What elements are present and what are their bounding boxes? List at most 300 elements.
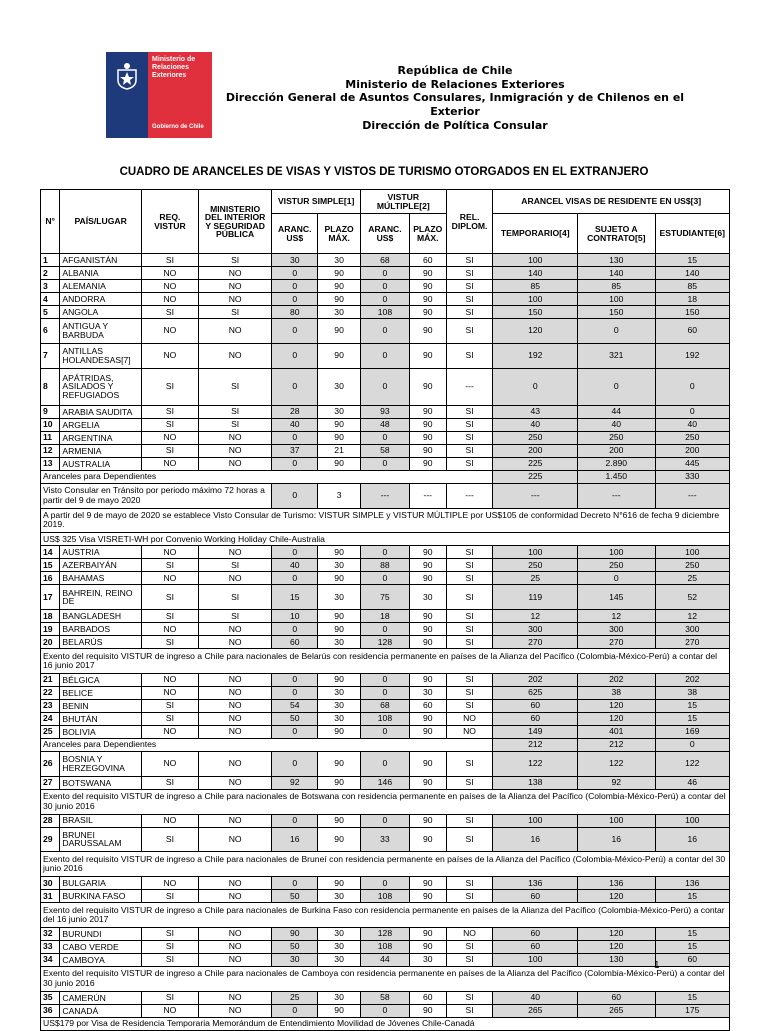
ministerio-value: NO xyxy=(198,1004,271,1017)
ministerio-value: NO xyxy=(198,991,271,1004)
sujeto-contrato-value: 202 xyxy=(578,673,655,686)
simple-term-value: 30 xyxy=(318,699,361,712)
table-header xyxy=(41,190,730,254)
ministerio-value: SI xyxy=(198,559,271,572)
ministerio-value: NO xyxy=(198,940,271,953)
simple-fee-value: 0 xyxy=(272,457,318,470)
simple-fee-value: 50 xyxy=(272,940,318,953)
simple-term-value: 90 xyxy=(318,572,361,585)
rel-diplom-value: SI xyxy=(446,686,493,699)
req-vistur-value: SI xyxy=(141,953,198,966)
req-vistur-value: NO xyxy=(141,280,198,293)
note-text: US$ 325 Visa VISRETI-WH por Convenio Working Holiday Chile-Australia xyxy=(41,533,730,546)
multiple-term-value: 60 xyxy=(409,254,446,267)
simple-term-value: 90 xyxy=(318,418,361,431)
country-name: ANTILLAS HOLANDESAS[7] xyxy=(60,343,142,368)
ministerio-value: NO xyxy=(198,343,271,368)
country-name: BOSNIA Y HERZEGOVINA xyxy=(60,751,142,776)
ministerio-value: NO xyxy=(198,431,271,444)
multiple-fee-value: 108 xyxy=(360,940,409,953)
multiple-term-value: 90 xyxy=(409,267,446,280)
multiple-term-value: 90 xyxy=(409,431,446,444)
req-vistur-value: NO xyxy=(141,814,198,827)
req-vistur-value: SI xyxy=(141,636,198,649)
multiple-fee-value: 0 xyxy=(360,431,409,444)
req-vistur-value: NO xyxy=(141,319,198,344)
temporario-value: 270 xyxy=(493,636,578,649)
temporario-value: 140 xyxy=(493,267,578,280)
table-row xyxy=(41,319,730,344)
country-name: APÁTRIDAS, ASILADOS Y REFUGIADOS xyxy=(60,368,142,405)
req-vistur-value: SI xyxy=(141,991,198,1004)
row-number: 31 xyxy=(41,890,60,903)
logo-ministry-line: Exteriores xyxy=(152,72,187,79)
sujeto-contrato-value: 1.450 xyxy=(578,470,655,483)
temporario-value: 60 xyxy=(493,712,578,725)
simple-fee-value: 0 xyxy=(272,368,318,405)
estudiante-value: 15 xyxy=(655,712,729,725)
estudiante-value: 15 xyxy=(655,890,729,903)
rel-diplom-value: SI xyxy=(446,673,493,686)
country-name: CAMERÚN xyxy=(60,991,142,1004)
estudiante-value: 136 xyxy=(655,877,729,890)
simple-term-value: 30 xyxy=(318,585,361,610)
estudiante-value: 122 xyxy=(655,751,729,776)
simple-term-value: 90 xyxy=(318,431,361,444)
multiple-fee-value: 108 xyxy=(360,712,409,725)
temporario-value: 16 xyxy=(493,827,578,852)
note-row xyxy=(41,852,730,877)
table-row xyxy=(41,585,730,610)
table-row xyxy=(41,927,730,940)
temporario-value: 40 xyxy=(493,991,578,1004)
row-number: 20 xyxy=(41,636,60,649)
rel-diplom-value: SI xyxy=(446,280,493,293)
estudiante-value: 15 xyxy=(655,927,729,940)
req-vistur-value: SI xyxy=(141,254,198,267)
multiple-term-value: 90 xyxy=(409,405,446,418)
sujeto-contrato-value: 12 xyxy=(578,610,655,623)
simple-fee-value: 0 xyxy=(272,1004,318,1017)
sujeto-contrato-value: 212 xyxy=(578,738,655,751)
country-name: AUSTRIA xyxy=(60,546,142,559)
multiple-term-value: 90 xyxy=(409,306,446,319)
simple-term-value: 30 xyxy=(318,686,361,699)
table-row xyxy=(41,431,730,444)
sujeto-contrato-value: 120 xyxy=(578,927,655,940)
simple-term-value: 90 xyxy=(318,267,361,280)
req-vistur-value: SI xyxy=(141,585,198,610)
simple-term-value: 21 xyxy=(318,444,361,457)
sujeto-contrato-value: 120 xyxy=(578,699,655,712)
estudiante-value: 100 xyxy=(655,546,729,559)
simple-fee-value: 50 xyxy=(272,712,318,725)
row-number: 14 xyxy=(41,546,60,559)
table-row xyxy=(41,827,730,852)
country-name: AZERBAIYÁN xyxy=(60,559,142,572)
multiple-fee-value: 0 xyxy=(360,368,409,405)
simple-fee-value: 0 xyxy=(272,343,318,368)
country-name: BANGLADESH xyxy=(60,610,142,623)
table-row xyxy=(41,610,730,623)
simple-fee-value: 0 xyxy=(272,814,318,827)
table-row xyxy=(41,343,730,368)
multiple-fee-value: --- xyxy=(360,483,409,508)
transit-row xyxy=(41,483,730,508)
multiple-fee-value: 58 xyxy=(360,444,409,457)
country-name: BOLIVIA xyxy=(60,725,142,738)
note-text: Exento del requisito VISTUR de ingreso a Chile para nacionales de Bruneí con residencia permanente en países de la Alianza del Pacífico (Colombia-México-Perú) a contar del 30 junio 2016 xyxy=(41,852,730,877)
row-number: 30 xyxy=(41,877,60,890)
multiple-term-value: 90 xyxy=(409,940,446,953)
row-number: 22 xyxy=(41,686,60,699)
document-header xyxy=(215,64,695,133)
sujeto-contrato-value: 130 xyxy=(578,953,655,966)
multiple-fee-value: 128 xyxy=(360,636,409,649)
simple-term-value: 30 xyxy=(318,636,361,649)
estudiante-value: --- xyxy=(655,483,729,508)
simple-fee-value: 30 xyxy=(272,953,318,966)
multiple-term-value: 60 xyxy=(409,991,446,1004)
estudiante-value: 46 xyxy=(655,776,729,789)
simple-fee-value: 30 xyxy=(272,254,318,267)
multiple-term-value: 90 xyxy=(409,444,446,457)
header-sujeto-contrato: SUJETO A CONTRATO[5] xyxy=(578,214,655,254)
row-number: 12 xyxy=(41,444,60,457)
country-name: CABO VERDE xyxy=(60,940,142,953)
estudiante-value: 15 xyxy=(655,254,729,267)
simple-fee-value: 0 xyxy=(272,267,318,280)
rel-diplom-value: SI xyxy=(446,877,493,890)
estudiante-value: 169 xyxy=(655,725,729,738)
estudiante-value: 445 xyxy=(655,457,729,470)
temporario-value: --- xyxy=(493,483,578,508)
country-name: CAMBOYA xyxy=(60,953,142,966)
table-row xyxy=(41,877,730,890)
header-line: Dirección de Política Consular xyxy=(362,118,548,132)
rel-diplom-value: SI xyxy=(446,699,493,712)
rel-diplom-value: SI xyxy=(446,343,493,368)
ministerio-value: NO xyxy=(198,725,271,738)
rel-diplom-value: SI xyxy=(446,267,493,280)
header-pais: PAÍS/LUGAR xyxy=(60,190,142,254)
simple-term-value: 30 xyxy=(318,405,361,418)
req-vistur-value: SI xyxy=(141,927,198,940)
row-number: 13 xyxy=(41,457,60,470)
page-number: 1 xyxy=(654,960,660,971)
note-text: Exento del requisito VISTUR de ingreso a Chile para nacionales de Belarús con residencia permanente en países de la Alianza del Pacífico (Colombia-México-Perú) a contar del 16 junio 2017 xyxy=(41,649,730,674)
row-number: 1 xyxy=(41,254,60,267)
simple-fee-value: 28 xyxy=(272,405,318,418)
multiple-fee-value: 88 xyxy=(360,559,409,572)
rel-diplom-value: SI xyxy=(446,546,493,559)
multiple-fee-value: 0 xyxy=(360,267,409,280)
table-row xyxy=(41,699,730,712)
multiple-term-value: 60 xyxy=(409,699,446,712)
simple-term-value: 90 xyxy=(318,457,361,470)
req-vistur-value: SI xyxy=(141,890,198,903)
temporario-value: 225 xyxy=(493,470,578,483)
row-number: 23 xyxy=(41,699,60,712)
sujeto-contrato-value: 85 xyxy=(578,280,655,293)
row-number: 10 xyxy=(41,418,60,431)
row-number: 2 xyxy=(41,267,60,280)
ministerio-value: NO xyxy=(198,623,271,636)
table-row xyxy=(41,444,730,457)
estudiante-value: 200 xyxy=(655,444,729,457)
country-name: BARBADOS xyxy=(60,623,142,636)
row-number: 17 xyxy=(41,585,60,610)
transit-label: Visto Consular en Tránsito por periodo máximo 72 horas a partir del 9 de mayo 2020 xyxy=(41,483,272,508)
row-number: 33 xyxy=(41,940,60,953)
temporario-value: 60 xyxy=(493,890,578,903)
simple-fee-value: 92 xyxy=(272,776,318,789)
simple-fee-value: 25 xyxy=(272,991,318,1004)
simple-term-value: 90 xyxy=(318,293,361,306)
sujeto-contrato-value: --- xyxy=(578,483,655,508)
multiple-fee-value: 33 xyxy=(360,827,409,852)
ministerio-value: NO xyxy=(198,927,271,940)
note-text: Exento del requisito VISTUR de ingreso a Chile para nacionales de Camboya con residencia permanente en países de la Alianza del Pacífico (Colombia-México-Perú) a contar del 30 junio 2016 xyxy=(41,966,730,991)
estudiante-value: 15 xyxy=(655,940,729,953)
simple-term-value: 90 xyxy=(318,673,361,686)
req-vistur-value: SI xyxy=(141,712,198,725)
ministerio-value: NO xyxy=(198,636,271,649)
simple-fee-value: 0 xyxy=(272,725,318,738)
ministerio-value: NO xyxy=(198,267,271,280)
sujeto-contrato-value: 270 xyxy=(578,636,655,649)
temporario-value: 85 xyxy=(493,280,578,293)
country-name: ARMENIA xyxy=(60,444,142,457)
header-aranc-simple: ARANC. US$ xyxy=(272,214,318,254)
sujeto-contrato-value: 250 xyxy=(578,559,655,572)
estudiante-value: 15 xyxy=(655,699,729,712)
req-vistur-value: SI xyxy=(141,827,198,852)
multiple-fee-value: 0 xyxy=(360,572,409,585)
simple-term-value: 90 xyxy=(318,610,361,623)
country-name: BAHAMAS xyxy=(60,572,142,585)
rel-diplom-value: SI xyxy=(446,559,493,572)
temporario-value: 60 xyxy=(493,699,578,712)
rel-diplom-value: --- xyxy=(446,483,493,508)
ministerio-value: NO xyxy=(198,280,271,293)
estudiante-value: 16 xyxy=(655,827,729,852)
row-number: 7 xyxy=(41,343,60,368)
sujeto-contrato-value: 40 xyxy=(578,418,655,431)
simple-fee-value: 0 xyxy=(272,751,318,776)
sujeto-contrato-value: 145 xyxy=(578,585,655,610)
temporario-value: 100 xyxy=(493,814,578,827)
sujeto-contrato-value: 60 xyxy=(578,991,655,1004)
note-text: Exento del requisito VISTUR de ingreso a Chile para nacionales de Botswana con residencia permanente en países de la Alianza del Pacífico (Colombia-México-Perú) a contar del 30 junio 2016 xyxy=(41,789,730,814)
row-number: 28 xyxy=(41,814,60,827)
temporario-value: 122 xyxy=(493,751,578,776)
multiple-term-value: 90 xyxy=(409,319,446,344)
multiple-term-value: 90 xyxy=(409,827,446,852)
ministerio-value: SI xyxy=(198,610,271,623)
table-row xyxy=(41,267,730,280)
simple-term-value: 30 xyxy=(318,254,361,267)
ministerio-value: NO xyxy=(198,776,271,789)
simple-term-value: 30 xyxy=(318,890,361,903)
table-row xyxy=(41,405,730,418)
header-line: Dirección General de Asuntos Consulares, Inmigración y de Chilenos en el Exterior xyxy=(225,91,685,119)
table-row xyxy=(41,814,730,827)
row-number: 32 xyxy=(41,927,60,940)
multiple-term-value: 90 xyxy=(409,559,446,572)
country-name: BELARÚS xyxy=(60,636,142,649)
header-line: República de Chile xyxy=(397,64,513,77)
temporario-value: 60 xyxy=(493,927,578,940)
temporario-value: 250 xyxy=(493,559,578,572)
multiple-fee-value: 0 xyxy=(360,751,409,776)
table-row xyxy=(41,280,730,293)
temporario-value: 192 xyxy=(493,343,578,368)
simple-term-value: 90 xyxy=(318,319,361,344)
country-name: BÉLGICA xyxy=(60,673,142,686)
row-number: 15 xyxy=(41,559,60,572)
row-number: 35 xyxy=(41,991,60,1004)
note-row xyxy=(41,508,730,533)
estudiante-value: 300 xyxy=(655,623,729,636)
multiple-term-value: 90 xyxy=(409,712,446,725)
country-name: ALBANIA xyxy=(60,267,142,280)
req-vistur-value: SI xyxy=(141,306,198,319)
ministerio-value: SI xyxy=(198,254,271,267)
temporario-value: 250 xyxy=(493,431,578,444)
multiple-term-value: 90 xyxy=(409,610,446,623)
note-row xyxy=(41,966,730,991)
simple-term-value: 90 xyxy=(318,280,361,293)
estudiante-value: 52 xyxy=(655,585,729,610)
ministerio-value: NO xyxy=(198,890,271,903)
table-row xyxy=(41,559,730,572)
temporario-value: 119 xyxy=(493,585,578,610)
header-temporario: TEMPORARIO[4] xyxy=(493,214,578,254)
ministerio-value: NO xyxy=(198,953,271,966)
simple-fee-value: 16 xyxy=(272,827,318,852)
req-vistur-value: NO xyxy=(141,673,198,686)
table-row xyxy=(41,725,730,738)
sujeto-contrato-value: 140 xyxy=(578,267,655,280)
simple-fee-value: 0 xyxy=(272,572,318,585)
req-vistur-value: NO xyxy=(141,431,198,444)
multiple-term-value: 90 xyxy=(409,280,446,293)
row-number: 3 xyxy=(41,280,60,293)
req-vistur-value: SI xyxy=(141,368,198,405)
table-row xyxy=(41,636,730,649)
ministerio-value: NO xyxy=(198,827,271,852)
multiple-fee-value: 58 xyxy=(360,991,409,1004)
row-number: 27 xyxy=(41,776,60,789)
table-row xyxy=(41,572,730,585)
fees-table xyxy=(40,189,730,1031)
simple-fee-value: 0 xyxy=(272,483,318,508)
multiple-fee-value: 0 xyxy=(360,623,409,636)
req-vistur-value: SI xyxy=(141,444,198,457)
simple-term-value: 30 xyxy=(318,712,361,725)
rel-diplom-value: SI xyxy=(446,827,493,852)
row-number: 8 xyxy=(41,368,60,405)
sujeto-contrato-value: 300 xyxy=(578,623,655,636)
estudiante-value: 0 xyxy=(655,368,729,405)
rel-diplom-value: SI xyxy=(446,776,493,789)
simple-fee-value: 37 xyxy=(272,444,318,457)
table-row xyxy=(41,368,730,405)
simple-fee-value: 0 xyxy=(272,877,318,890)
simple-term-value: 90 xyxy=(318,827,361,852)
sujeto-contrato-value: 100 xyxy=(578,814,655,827)
temporario-value: 120 xyxy=(493,319,578,344)
country-name: ALEMANIA xyxy=(60,280,142,293)
table-row xyxy=(41,751,730,776)
table-row xyxy=(41,686,730,699)
country-name: BULGARIA xyxy=(60,877,142,890)
header-line: Ministerio de Relaciones Exteriores xyxy=(345,77,565,91)
country-name: ANTIGUA Y BARBUDA xyxy=(60,319,142,344)
temporario-value: 12 xyxy=(493,610,578,623)
estudiante-value: 250 xyxy=(655,431,729,444)
country-name: ARGELIA xyxy=(60,418,142,431)
rel-diplom-value: NO xyxy=(446,712,493,725)
simple-fee-value: 0 xyxy=(272,431,318,444)
row-number: 21 xyxy=(41,673,60,686)
sujeto-contrato-value: 120 xyxy=(578,940,655,953)
multiple-fee-value: 75 xyxy=(360,585,409,610)
temporario-value: 212 xyxy=(493,738,578,751)
multiple-fee-value: 128 xyxy=(360,927,409,940)
table-row xyxy=(41,306,730,319)
rel-diplom-value: SI xyxy=(446,306,493,319)
ministerio-value: NO xyxy=(198,814,271,827)
table-row xyxy=(41,776,730,789)
multiple-term-value: 90 xyxy=(409,890,446,903)
table-body xyxy=(41,254,730,1031)
temporario-value: 200 xyxy=(493,444,578,457)
ministerio-value: SI xyxy=(198,585,271,610)
simple-fee-value: 0 xyxy=(272,319,318,344)
header-vistur-multiple: VISTUR MÚLTIPLE[2] xyxy=(360,190,446,214)
multiple-fee-value: 0 xyxy=(360,1004,409,1017)
simple-fee-value: 0 xyxy=(272,546,318,559)
ministry-logo xyxy=(106,52,212,138)
estudiante-value: 0 xyxy=(655,738,729,751)
sujeto-contrato-value: 0 xyxy=(578,368,655,405)
simple-fee-value: 40 xyxy=(272,559,318,572)
multiple-term-value: 90 xyxy=(409,776,446,789)
temporario-value: 100 xyxy=(493,293,578,306)
simple-fee-value: 90 xyxy=(272,927,318,940)
note-row xyxy=(41,649,730,674)
rel-diplom-value: SI xyxy=(446,814,493,827)
header-num: N° xyxy=(41,190,60,254)
multiple-fee-value: 0 xyxy=(360,457,409,470)
multiple-fee-value: 0 xyxy=(360,280,409,293)
multiple-fee-value: 0 xyxy=(360,877,409,890)
header-plazo-multiple: PLAZO MÁX. xyxy=(409,214,446,254)
header-arancel-residente: ARANCEL VISAS DE RESIDENTE EN US$[3] xyxy=(493,190,730,214)
multiple-fee-value: 0 xyxy=(360,673,409,686)
temporario-value: 138 xyxy=(493,776,578,789)
temporario-value: 136 xyxy=(493,877,578,890)
multiple-term-value: --- xyxy=(409,483,446,508)
country-name: ANGOLA xyxy=(60,306,142,319)
country-name: BRASIL xyxy=(60,814,142,827)
dependents-row xyxy=(41,470,730,483)
simple-fee-value: 50 xyxy=(272,890,318,903)
table-row xyxy=(41,940,730,953)
row-number: 18 xyxy=(41,610,60,623)
